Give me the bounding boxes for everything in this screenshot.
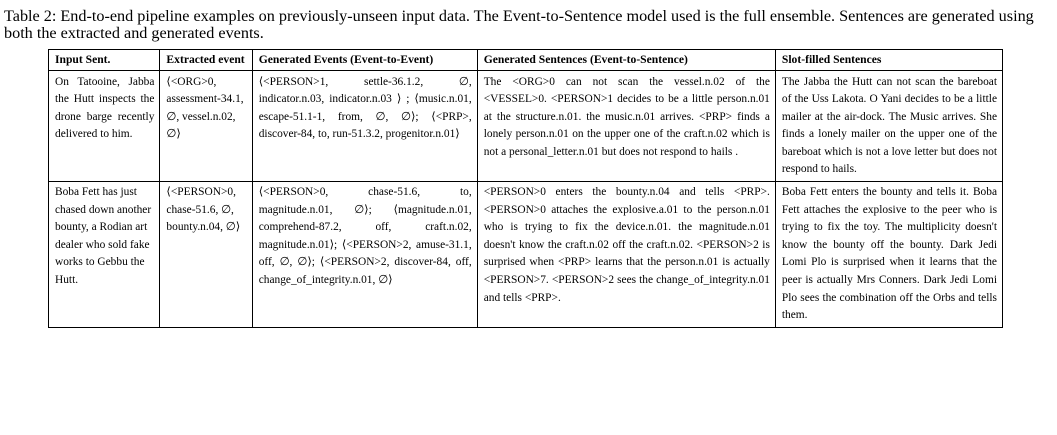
cell-generated-sentences: <PERSON>0 enters the bounty.n.04 and tells <PRP>. <PERSON>0 attaches the explosive.a.01 to the person.n.01 who is trying to fix the device.n.01. the magnitude.n.01 doesn't know the craft.n.02 off the craft.n.02. <PERSON>2 is surprised when <PRP> learns that the person.n.01 is actually <PERSON>7. <PERSON>2 sees the change_of_integrity.n.01 and tells <PRP>. [477,182,775,328]
table-caption: Table 2: End-to-end pipeline examples on previously-unseen input data. The Event-to-Sentence model used is the full ensemble. Sentences are generated using both the extracted and generated events. [4,7,1034,42]
pipeline-examples-table [48,49,1003,328]
header-extracted-event: Extracted event [160,50,252,71]
cell-slot-filled: The Jabba the Hutt can not scan the bareboat of the Uss Lakota. O Yani decides to be a little mailer at the air-dock. The Music arrives. She finds a lonely mailer on the upper one of the bareboat which is not a love letter but does not respond to hails. [775,70,1002,182]
cell-generated-sentences: The <ORG>0 can not scan the vessel.n.02 of the <VESSEL>0. <PERSON>1 decides to be a little person.n.01 at the structure.n.01. the music.n.01 arrives. <PRP> finds a lonely person.n.01 on the upper one of the craft.n.02 which is not a personal_letter.n.01 but does not respond to hails . [477,70,775,182]
cell-generated-events: ⟨<PERSON>1, settle-36.1.2, ∅, indicator.n.03, indicator.n.03 ⟩ ; ⟨music.n.01, escape-51.1-1, from, ∅, ∅⟩; ⟨<PRP>, discover-84, to, run-51.3.2, progenitor.n.01⟩ [252,70,477,182]
table-row [49,70,1003,182]
header-slot-filled: Slot-filled Sentences [775,50,1002,71]
cell-input: On Tatooine, Jabba the Hutt inspects the drone barge recently delivered to him. [49,70,160,182]
cell-extracted: ⟨<ORG>0, assessment-34.1, ∅, vessel.n.02, ∅⟩ [160,70,252,182]
cell-input: Boba Fett has just chased down another bounty, a Rodian art dealer who sold fake works to Gebbu the Hutt. [49,182,160,328]
cell-extracted: ⟨<PERSON>0, chase-51.6, ∅, bounty.n.04, ∅⟩ [160,182,252,328]
table-row [49,182,1003,328]
cell-generated-events: ⟨<PERSON>0, chase-51.6, to, magnitude.n.01, ∅⟩; ⟨magnitude.n.01, comprehend-87.2, off, craft.n.02, magnitude.n.01⟩; ⟨<PERSON>2, amuse-31.1, off, ∅, ∅⟩; ⟨<PERSON>2, discover-84, off, change_of_integrity.n.01, ∅⟩ [252,182,477,328]
header-generated-events: Generated Events (Event-to-Event) [252,50,477,71]
cell-slot-filled: Boba Fett enters the bounty and tells it. Boba Fett attaches the explosive to the peer who is trying to fix the toy. The multiplicity doesn't know the bounty off the bounty. Dark Jedi Lomi Plo is surprised when it learns that the peer is actually Mrs Conners. Dark Jedi Lomi Plo sees the combination off the Orbs and tells them. [775,182,1002,328]
header-row [49,50,1003,71]
header-input-sent: Input Sent. [49,50,160,71]
header-generated-sentences: Generated Sentences (Event-to-Sentence) [477,50,775,71]
